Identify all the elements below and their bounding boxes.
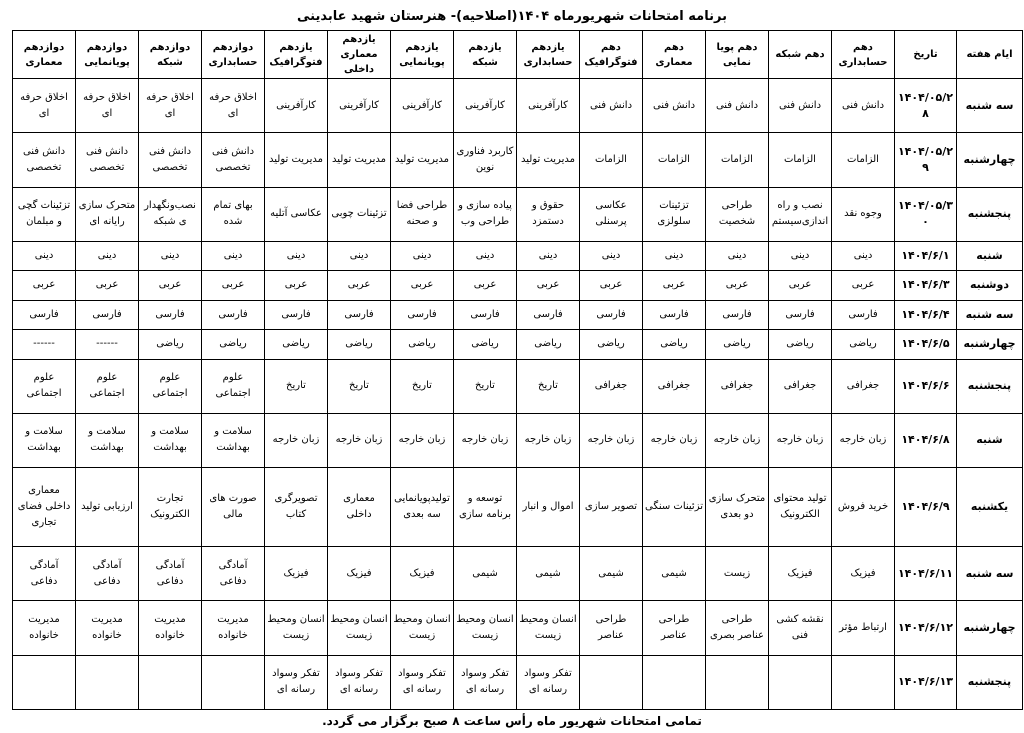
date-cell: ۱۴۰۴/۶/۱۲ <box>895 601 957 655</box>
table-row <box>13 271 1023 300</box>
exam-subject-cell: مدیریت خانواده <box>139 601 202 655</box>
exam-subject-cell: تصویرگری کتاب <box>265 468 328 547</box>
exam-subject-cell: انسان ومحیط زیست <box>328 601 391 655</box>
exam-subject-cell: دانش فنی تخصصی <box>76 133 139 187</box>
exam-subject-cell: متحرک سازی دو بعدی <box>706 468 769 547</box>
exam-subject-cell: ریاضی <box>580 330 643 359</box>
column-header: دوازدهم پویانمایی <box>76 31 139 79</box>
exam-subject-cell: ارزیابی تولید <box>76 468 139 547</box>
exam-subject-cell: علوم اجتماعی <box>76 359 139 413</box>
exam-subject-cell: دینی <box>517 241 580 270</box>
exam-subject-cell: ریاضی <box>139 330 202 359</box>
exam-subject-cell: شیمی <box>517 547 580 601</box>
date-cell: ۱۴۰۴/۰۵/۳۰ <box>895 187 957 241</box>
exam-subject-cell: دینی <box>328 241 391 270</box>
day-cell: سه شنبه <box>957 300 1023 329</box>
table-row <box>13 655 1023 709</box>
exam-subject-cell: تجارت الکترونیک <box>139 468 202 547</box>
exam-subject-cell: جغرافی <box>706 359 769 413</box>
exam-subject-cell: ریاضی <box>832 330 895 359</box>
exam-subject-cell: آمادگی دفاعی <box>202 547 265 601</box>
exam-subject-cell: فارسی <box>454 300 517 329</box>
exam-subject-cell: تزئینات چوبی <box>328 187 391 241</box>
exam-subject-cell: ریاضی <box>769 330 832 359</box>
exam-subject-cell: انسان ومحیط زیست <box>517 601 580 655</box>
exam-subject-cell: زبان خارجه <box>454 413 517 467</box>
column-header: یازدهم حسابداری <box>517 31 580 79</box>
footer-note: تمامی امتحانات شهریور ماه رأس ساعت ۸ صبح برگزار می گردد. <box>322 714 702 728</box>
exam-subject-cell: زبان خارجه <box>391 413 454 467</box>
exam-subject-cell: ریاضی <box>706 330 769 359</box>
exam-subject-cell: تاریخ <box>265 359 328 413</box>
exam-subject-cell: مدیریت خانواده <box>202 601 265 655</box>
exam-subject-cell: ریاضی <box>328 330 391 359</box>
exam-subject-cell: عربی <box>706 271 769 300</box>
exam-subject-cell: زبان خارجه <box>769 413 832 467</box>
day-cell: سه شنبه <box>957 547 1023 601</box>
exam-subject-cell: فارسی <box>13 300 76 329</box>
exam-subject-cell: تفکر وسواد رسانه ای <box>391 655 454 709</box>
exam-subject-cell: دانش فنی <box>643 79 706 133</box>
exam-subject-cell: سلامت و بهداشت <box>202 413 265 467</box>
exam-subject-cell: فارسی <box>769 300 832 329</box>
column-header: دوازدهم حسابداری <box>202 31 265 79</box>
exam-subject-cell <box>202 655 265 709</box>
header-row <box>13 31 1023 79</box>
exam-subject-cell: جغرافی <box>580 359 643 413</box>
exam-subject-cell: انسان ومحیط زیست <box>454 601 517 655</box>
exam-subject-cell: آمادگی دفاعی <box>13 547 76 601</box>
exam-subject-cell: ارتباط مؤثر <box>832 601 895 655</box>
exam-subject-cell <box>580 655 643 709</box>
exam-subject-cell: عربی <box>13 271 76 300</box>
exam-subject-cell: الزامات <box>769 133 832 187</box>
exam-subject-cell: طراحی شخصیت <box>706 187 769 241</box>
exam-subject-cell: دینی <box>139 241 202 270</box>
exam-subject-cell: دینی <box>643 241 706 270</box>
exam-subject-cell: دینی <box>391 241 454 270</box>
exam-subject-cell: ریاضی <box>643 330 706 359</box>
table-row <box>13 241 1023 270</box>
exam-subject-cell: تزئینات سلولزی <box>643 187 706 241</box>
exam-subject-cell: طراحی فضا و صحنه <box>391 187 454 241</box>
exam-subject-cell: الزامات <box>643 133 706 187</box>
exam-subject-cell: طراحی عناصر <box>580 601 643 655</box>
table-row <box>13 359 1023 413</box>
day-cell: سه شنبه <box>957 79 1023 133</box>
exam-subject-cell: نصب‌ونگهداری شبکه <box>139 187 202 241</box>
exam-subject-cell: زبان خارجه <box>265 413 328 467</box>
exam-subject-cell: جغرافی <box>832 359 895 413</box>
column-header: یازدهم شبکه <box>454 31 517 79</box>
exam-subject-cell <box>643 655 706 709</box>
exam-subject-cell: زبان خارجه <box>643 413 706 467</box>
exam-subject-cell: نصب و راه اندازی‌سیستم <box>769 187 832 241</box>
table-body <box>13 79 1023 710</box>
exam-subject-cell: معماری داخلی <box>328 468 391 547</box>
exam-subject-cell: مدیریت تولید <box>265 133 328 187</box>
exam-subject-cell: شیمی <box>454 547 517 601</box>
exam-subject-cell: فارسی <box>265 300 328 329</box>
exam-subject-cell: تفکر وسواد رسانه ای <box>265 655 328 709</box>
column-header: دهم معماری <box>643 31 706 79</box>
exam-subject-cell: خرید فروش <box>832 468 895 547</box>
exam-subject-cell: سلامت و بهداشت <box>76 413 139 467</box>
exam-subject-cell: دینی <box>769 241 832 270</box>
day-cell: پنجشنبه <box>957 187 1023 241</box>
column-header: تاریخ <box>895 31 957 79</box>
exam-subject-cell: علوم اجتماعی <box>13 359 76 413</box>
exam-subject-cell: آمادگی دفاعی <box>139 547 202 601</box>
exam-subject-cell: فارسی <box>76 300 139 329</box>
exam-subject-cell: مدیریت تولید <box>391 133 454 187</box>
date-cell: ۱۴۰۴/۰۵/۲۸ <box>895 79 957 133</box>
exam-schedule-table <box>12 30 1023 710</box>
exam-subject-cell: عربی <box>832 271 895 300</box>
exam-subject-cell: کارآفرینی <box>328 79 391 133</box>
exam-subject-cell: زبان خارجه <box>328 413 391 467</box>
exam-subject-cell: فارسی <box>706 300 769 329</box>
table-row <box>13 330 1023 359</box>
exam-subject-cell <box>13 655 76 709</box>
date-cell: ۱۴۰۴/۰۵/۲۹ <box>895 133 957 187</box>
exam-subject-cell: عربی <box>139 271 202 300</box>
exam-subject-cell: زیست <box>706 547 769 601</box>
exam-subject-cell: عکاسی آتلیه <box>265 187 328 241</box>
exam-subject-cell: عربی <box>202 271 265 300</box>
exam-subject-cell: فیزیک <box>391 547 454 601</box>
exam-subject-cell: تزئینات گچی و مبلمان <box>13 187 76 241</box>
exam-subject-cell: ------ <box>13 330 76 359</box>
date-cell: ۱۴۰۴/۶/۱ <box>895 241 957 270</box>
exam-subject-cell: زبان خارجه <box>580 413 643 467</box>
date-cell: ۱۴۰۴/۶/۹ <box>895 468 957 547</box>
exam-subject-cell: دینی <box>202 241 265 270</box>
exam-subject-cell: اخلاق حرفه ای <box>13 79 76 133</box>
exam-subject-cell: تفکر وسواد رسانه ای <box>328 655 391 709</box>
exam-subject-cell: اخلاق حرفه ای <box>202 79 265 133</box>
exam-subject-cell: عربی <box>643 271 706 300</box>
exam-subject-cell: عربی <box>391 271 454 300</box>
column-header: دهم حسابداری <box>832 31 895 79</box>
day-cell: چهارشنبه <box>957 601 1023 655</box>
date-cell: ۱۴۰۴/۶/۵ <box>895 330 957 359</box>
exam-subject-cell: دانش فنی تخصصی <box>139 133 202 187</box>
exam-subject-cell: اخلاق حرفه ای <box>76 79 139 133</box>
table-row <box>13 187 1023 241</box>
table-row <box>13 547 1023 601</box>
date-cell: ۱۴۰۴/۶/۳ <box>895 271 957 300</box>
exam-subject-cell: ریاضی <box>517 330 580 359</box>
exam-subject-cell: متحرک سازی رایانه ای <box>76 187 139 241</box>
exam-subject-cell: عربی <box>580 271 643 300</box>
date-cell: ۱۴۰۴/۶/۶ <box>895 359 957 413</box>
table-row <box>13 79 1023 133</box>
exam-subject-cell: الزامات <box>580 133 643 187</box>
table-row <box>13 413 1023 467</box>
exam-subject-cell: عکاسی پرسنلی <box>580 187 643 241</box>
exam-subject-cell: ریاضی <box>265 330 328 359</box>
exam-subject-cell: مدیریت تولید <box>328 133 391 187</box>
exam-subject-cell: تاریخ <box>517 359 580 413</box>
day-cell: پنجشنبه <box>957 655 1023 709</box>
exam-subject-cell: حقوق و دستمزد <box>517 187 580 241</box>
exam-subject-cell: دینی <box>13 241 76 270</box>
exam-subject-cell: زبان خارجه <box>706 413 769 467</box>
exam-subject-cell: وجوه نقد <box>832 187 895 241</box>
day-cell: شنبه <box>957 241 1023 270</box>
exam-subject-cell: زبان خارجه <box>832 413 895 467</box>
exam-subject-cell: تاریخ <box>328 359 391 413</box>
exam-subject-cell: فارسی <box>202 300 265 329</box>
exam-subject-cell: جغرافی <box>643 359 706 413</box>
exam-subject-cell: طراحی عناصر بصری <box>706 601 769 655</box>
exam-subject-cell: شیمی <box>643 547 706 601</box>
exam-subject-cell: فیزیک <box>328 547 391 601</box>
exam-subject-cell: دانش فنی <box>580 79 643 133</box>
date-cell: ۱۴۰۴/۶/۱۱ <box>895 547 957 601</box>
exam-subject-cell <box>832 655 895 709</box>
exam-subject-cell: فارسی <box>391 300 454 329</box>
exam-subject-cell: اموال و انبار <box>517 468 580 547</box>
exam-subject-cell: علوم اجتماعی <box>202 359 265 413</box>
exam-subject-cell: دینی <box>265 241 328 270</box>
exam-subject-cell: انسان ومحیط زیست <box>391 601 454 655</box>
column-header: ایام هفته <box>957 31 1023 79</box>
exam-subject-cell: نقشه کشی فنی <box>769 601 832 655</box>
table-row <box>13 468 1023 547</box>
exam-subject-cell: فارسی <box>139 300 202 329</box>
column-header: دهم پویا نمایی <box>706 31 769 79</box>
exam-subject-cell: آمادگی دفاعی <box>76 547 139 601</box>
day-cell: چهارشنبه <box>957 330 1023 359</box>
exam-subject-cell: عربی <box>769 271 832 300</box>
date-cell: ۱۴۰۴/۶/۸ <box>895 413 957 467</box>
page-title: برنامه امتحانات شهریورماه ۱۴۰۴(اصلاحیه)- هنرستان شهید عابدینی <box>297 9 727 24</box>
exam-subject-cell: عربی <box>454 271 517 300</box>
exam-subject-cell: دانش فنی تخصصی <box>202 133 265 187</box>
column-header: دهم فتوگرافیک <box>580 31 643 79</box>
column-header: یازدهم پویانمایی <box>391 31 454 79</box>
table-row <box>13 133 1023 187</box>
exam-subject-cell: اخلاق حرفه ای <box>139 79 202 133</box>
exam-subject-cell <box>76 655 139 709</box>
exam-subject-cell: فارسی <box>643 300 706 329</box>
exam-subject-cell: تزئینات سنگی <box>643 468 706 547</box>
exam-subject-cell: سلامت و بهداشت <box>13 413 76 467</box>
exam-subject-cell: ریاضی <box>454 330 517 359</box>
exam-subject-cell: تاریخ <box>391 359 454 413</box>
exam-subject-cell: فیزیک <box>832 547 895 601</box>
exam-subject-cell: شیمی <box>580 547 643 601</box>
exam-subject-cell <box>769 655 832 709</box>
exam-subject-cell: ریاضی <box>202 330 265 359</box>
exam-subject-cell: جغرافی <box>769 359 832 413</box>
exam-subject-cell: عربی <box>76 271 139 300</box>
table-row <box>13 601 1023 655</box>
table-row <box>13 300 1023 329</box>
exam-subject-cell: فارسی <box>832 300 895 329</box>
exam-subject-cell: مدیریت تولید <box>517 133 580 187</box>
exam-subject-cell: تولیدپویانمایی سه بعدی <box>391 468 454 547</box>
exam-subject-cell: عربی <box>328 271 391 300</box>
exam-subject-cell <box>706 655 769 709</box>
exam-subject-cell: فیزیک <box>769 547 832 601</box>
exam-subject-cell: الزامات <box>706 133 769 187</box>
day-cell: چهارشنبه <box>957 133 1023 187</box>
exam-subject-cell: سلامت و بهداشت <box>139 413 202 467</box>
exam-subject-cell: مدیریت خانواده <box>76 601 139 655</box>
exam-subject-cell: کاربرد فناوری نوین <box>454 133 517 187</box>
exam-subject-cell: فیزیک <box>265 547 328 601</box>
exam-subject-cell: دینی <box>832 241 895 270</box>
exam-subject-cell: زبان خارجه <box>517 413 580 467</box>
day-cell: دوشنبه <box>957 271 1023 300</box>
date-cell: ۱۴۰۴/۶/۴ <box>895 300 957 329</box>
exam-subject-cell: دانش فنی <box>706 79 769 133</box>
exam-subject-cell: کارآفرینی <box>517 79 580 133</box>
exam-subject-cell: تفکر وسواد رسانه ای <box>454 655 517 709</box>
exam-subject-cell: فارسی <box>517 300 580 329</box>
exam-subject-cell: تاریخ <box>454 359 517 413</box>
exam-subject-cell: صورت های مالی <box>202 468 265 547</box>
exam-subject-cell: تفکر وسواد رسانه ای <box>517 655 580 709</box>
exam-subject-cell <box>139 655 202 709</box>
day-cell: پنجشنبه <box>957 359 1023 413</box>
day-cell: شنبه <box>957 413 1023 467</box>
exam-subject-cell: دینی <box>454 241 517 270</box>
column-header: دوازدهم معماری <box>13 31 76 79</box>
exam-subject-cell: ریاضی <box>391 330 454 359</box>
exam-subject-cell: عربی <box>517 271 580 300</box>
exam-subject-cell: دانش فنی <box>832 79 895 133</box>
exam-subject-cell: دینی <box>706 241 769 270</box>
exam-subject-cell: بهای تمام شده <box>202 187 265 241</box>
exam-subject-cell: تصویر سازی <box>580 468 643 547</box>
exam-subject-cell: دینی <box>76 241 139 270</box>
exam-subject-cell: کارآفرینی <box>265 79 328 133</box>
exam-subject-cell: عربی <box>265 271 328 300</box>
column-header: دوازدهم شبکه <box>139 31 202 79</box>
exam-subject-cell: دانش فنی <box>769 79 832 133</box>
column-header: یازدهم معماری داخلی <box>328 31 391 79</box>
exam-subject-cell: فارسی <box>328 300 391 329</box>
exam-subject-cell: انسان ومحیط زیست <box>265 601 328 655</box>
exam-subject-cell: علوم اجتماعی <box>139 359 202 413</box>
exam-subject-cell: دینی <box>580 241 643 270</box>
exam-subject-cell: توسعه و برنامه سازی <box>454 468 517 547</box>
exam-subject-cell: ------ <box>76 330 139 359</box>
exam-subject-cell: تولید محتوای الکترونیک <box>769 468 832 547</box>
exam-subject-cell: فارسی <box>580 300 643 329</box>
exam-subject-cell: مدیریت خانواده <box>13 601 76 655</box>
exam-subject-cell: کارآفرینی <box>454 79 517 133</box>
date-cell: ۱۴۰۴/۶/۱۳ <box>895 655 957 709</box>
day-cell: یکشنبه <box>957 468 1023 547</box>
exam-subject-cell: پیاده سازی و طراحی وب <box>454 187 517 241</box>
column-header: دهم شبکه <box>769 31 832 79</box>
exam-subject-cell: دانش فنی تخصصی <box>13 133 76 187</box>
exam-subject-cell: طراحی عناصر <box>643 601 706 655</box>
exam-subject-cell: معماری داخلی فضای تجاری <box>13 468 76 547</box>
column-header: یازدهم فتوگرافیک <box>265 31 328 79</box>
exam-subject-cell: الزامات <box>832 133 895 187</box>
exam-subject-cell: کارآفرینی <box>391 79 454 133</box>
